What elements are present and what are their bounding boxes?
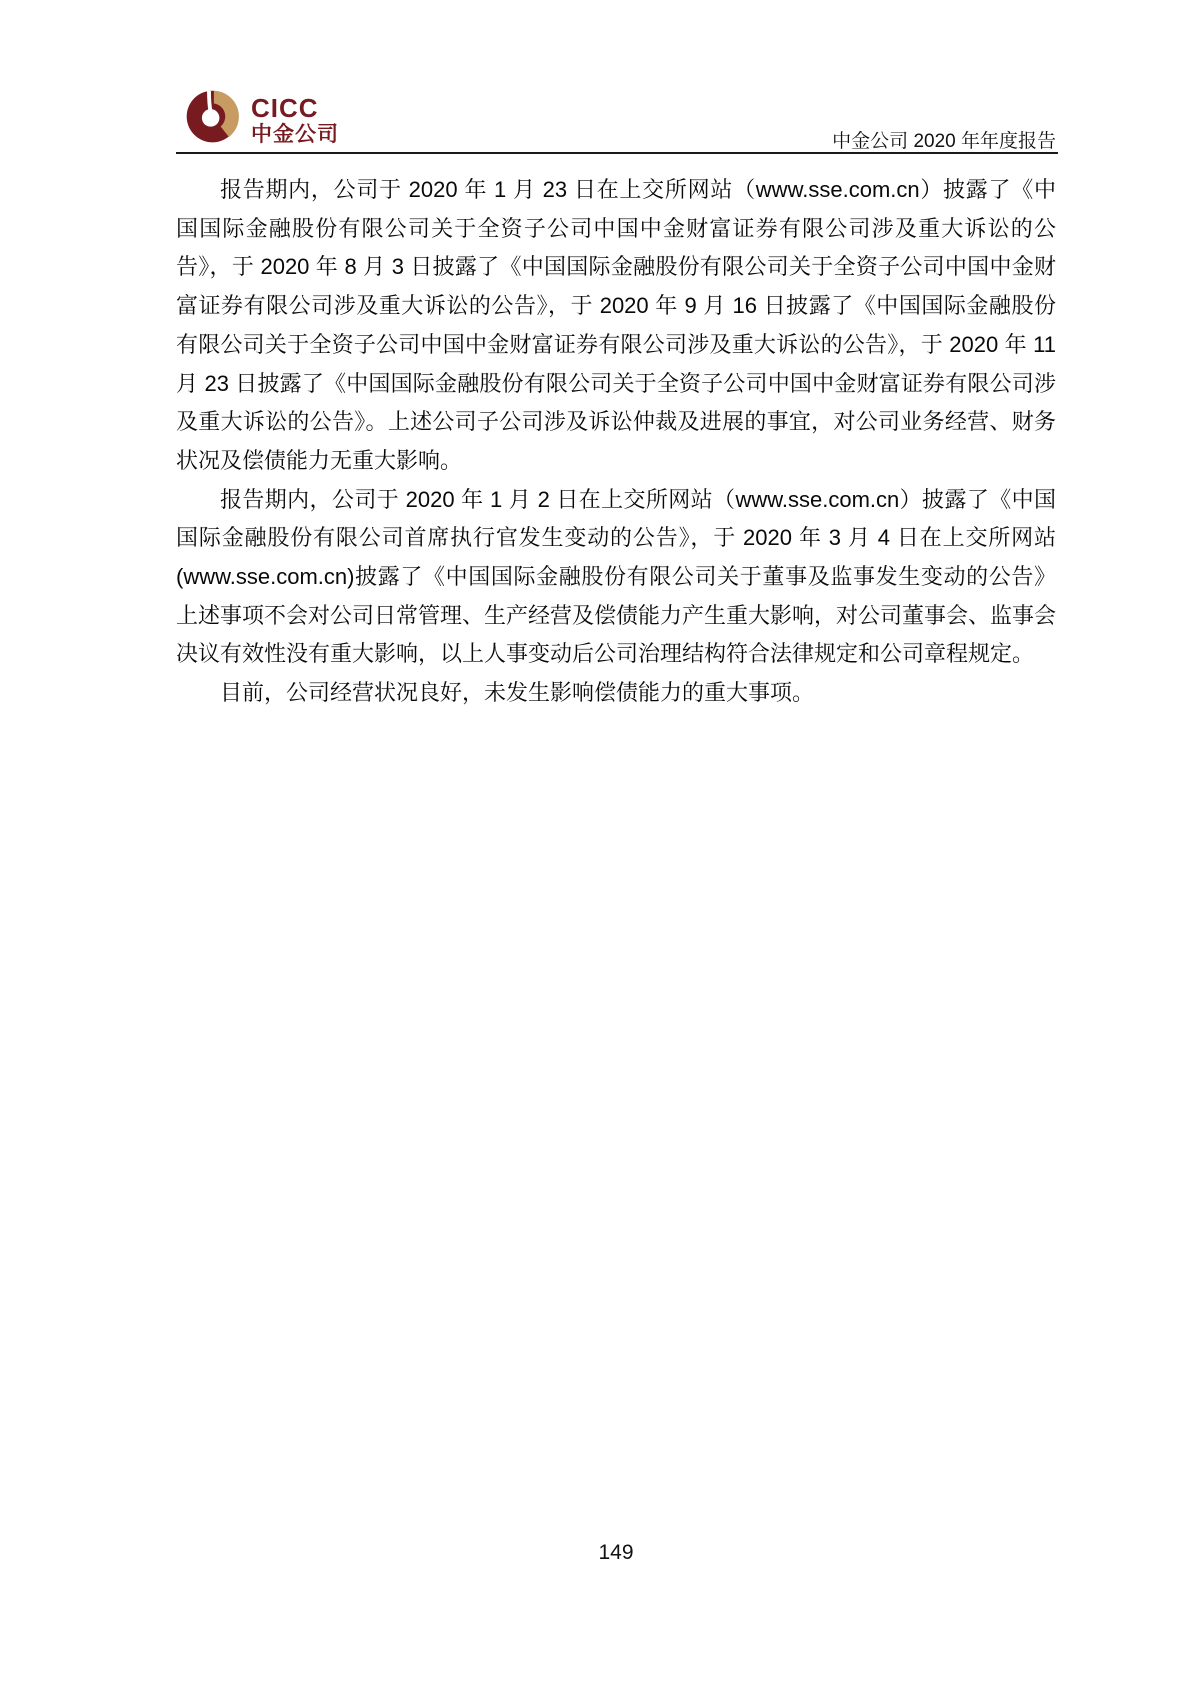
logo-wordmark	[251, 95, 339, 145]
logo-text-en: CICC	[251, 93, 319, 123]
cicc-logo	[183, 87, 339, 146]
paragraph-current-status: 目前，公司经营状况良好，未发生影响偿债能力的重大事项。	[220, 680, 815, 706]
logo-swirl-gap	[209, 91, 210, 111]
page-number: 149	[598, 1541, 634, 1564]
logo-center-hole	[202, 109, 220, 127]
paragraph-management-changes: 报告期内，公司于 2020 年 1 月 2 日在上交所网站（www.sse.com.cn）披露了《中国国际金融股份有限公司首席执行官发生变动的公告》，于 2020 年 3 月 4 日在上交所网站(www.sse.com.cn)披露了《中国国际金融股份有限公司关于董事及监事发生变动的公告》上述事项不会对公司日常管理、生产经营及偿债能力产生重大影响，对公司董事会、监事会决议有效性没有重大影响，以上人事变动后公司治理结构符合法律规定和公司章程规定。	[176, 486, 1057, 667]
report-header-title: 中金公司 2020 年年度报告	[832, 131, 1056, 152]
document-body	[176, 171, 1056, 713]
paragraph-litigation-disclosures: 报告期内，公司于 2020 年 1 月 23 日在上交所网站（www.sse.com.cn）披露了《中国国际金融股份有限公司关于全资子公司中国中金财富证券有限公司涉及重大诉讼的公告》，于 2020 年 8 月 3 日披露了《中国国际金融股份有限公司关于全资子公司中国中金财富证券有限公司涉及重大诉讼的公告》，于 2020 年 9 月 16 日披露了《中国国际金融股份有限公司关于全资子公司中国中金财富证券有限公司涉及重大诉讼的公告》，于 2020 年 11 月 23 日披露了《中国国际金融股份有限公司关于全资子公司中国中金财富证券有限公司涉及重大诉讼的公告》。上述公司子公司涉及诉讼仲裁及进展的事宜，对公司业务经营、财务状况及偿债能力无重大影响。	[176, 177, 1056, 473]
cicc-logo-icon	[183, 87, 242, 146]
header-divider	[176, 152, 1058, 154]
logo-text-zh: 中金公司	[251, 123, 339, 146]
